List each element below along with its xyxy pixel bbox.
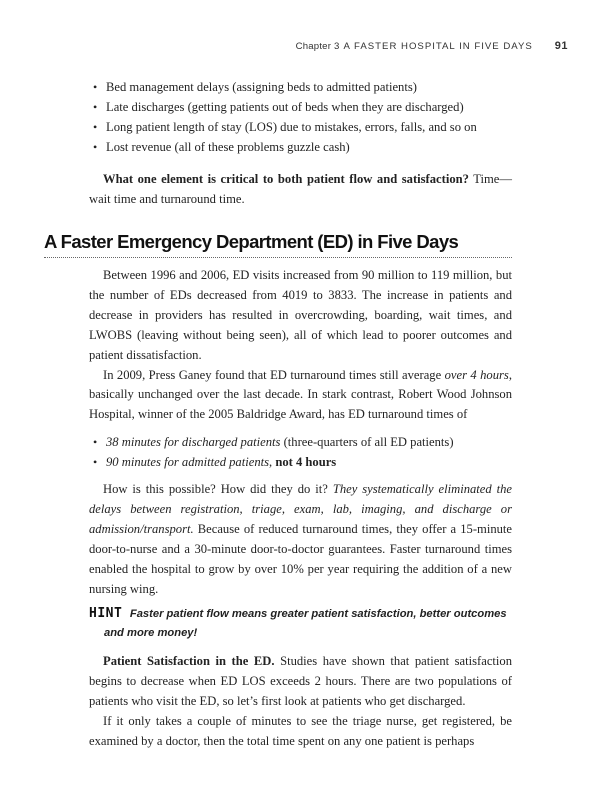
- section-heading: A Faster Emergency Department (ED) in Five Days: [44, 231, 459, 252]
- paragraph: Between 1996 and 2006, ED visits increased from 90 million to 119 million, but the number of EDs decreased from 4019 to 3833. The increase in patients and decrease in providers has resulted in overcrowding, boarding, wait times, and LWOBS (leaving without being seen), all of which lead to poorer outcomes and patient dissatisfaction.: [89, 268, 512, 362]
- run-in-heading: Patient Satisfaction in the ED.: [103, 654, 275, 668]
- list-item: • 90 minutes for admitted patients, not 4 hours: [89, 453, 512, 473]
- heading-divider: [44, 257, 512, 258]
- section-body: [89, 266, 512, 600]
- turnaround-list: [89, 433, 512, 473]
- question-answer: Time—wait time and turnaround time.: [89, 172, 512, 206]
- list-item: • Bed management delays (assigning beds to admitted patients): [89, 78, 512, 98]
- hint-text: Faster patient flow means greater patient satisfaction, better outcomes and more money!: [104, 608, 507, 639]
- paragraph: If it only takes a couple of minutes to see the triage nurse, get registered, be examined by a doctor, then the total time spent on any one patient is perhaps: [89, 713, 512, 748]
- chapter-title: A FASTER HOSPITAL IN FIVE DAYS: [343, 41, 533, 52]
- list-item: • 38 minutes for discharged patients (three-quarters of all ED patients): [89, 433, 512, 453]
- paragraph: How is this possible? How did they do it? They systematically eliminated the delays between registration, triage, exam, lab, imaging, and discharge or admission/transport. Because of reduced turnaround times, they offer a 15-minute door-to-nurse and a 30-minute door-to-doctor guarantees. Faster turnaround times enabled the hospital to grow by over 10% per year requiring the addition of a new nursing wing.: [89, 482, 512, 596]
- hint-callout: [89, 604, 512, 643]
- running-head: [296, 40, 568, 52]
- question-text: What one element is critical to both patient flow and satisfaction?: [103, 172, 469, 186]
- paragraph: In 2009, Press Ganey found that ED turnaround times still average over 4 hours, basically unchanged over the last decade. In stark contrast, Robert Wood Johnson Hospital, winner of the 2005 Baldridge Award, has ED turnaround times of: [89, 367, 512, 422]
- list-item: • Late discharges (getting patients out of beds when they are discharged): [89, 98, 512, 118]
- page-number: 91: [554, 40, 568, 52]
- list-item: • Long patient length of stay (LOS) due to mistakes, errors, falls, and so on: [89, 118, 512, 138]
- paragraph: Patient Satisfaction in the ED. Studies have shown that patient satisfaction begins to decrease when ED LOS exceeds 2 hours. There are two populations of patients who visit the ED, so let’s first look at patients who get discharged.: [89, 654, 513, 708]
- hint-label: HINT: [89, 606, 123, 621]
- chapter-label: Chapter 3: [295, 41, 340, 52]
- patient-satisfaction-section: [89, 652, 512, 752]
- key-question: [89, 170, 512, 210]
- list-item: • Lost revenue (all of these problems guzzle cash): [89, 138, 512, 158]
- problem-list: [89, 78, 512, 158]
